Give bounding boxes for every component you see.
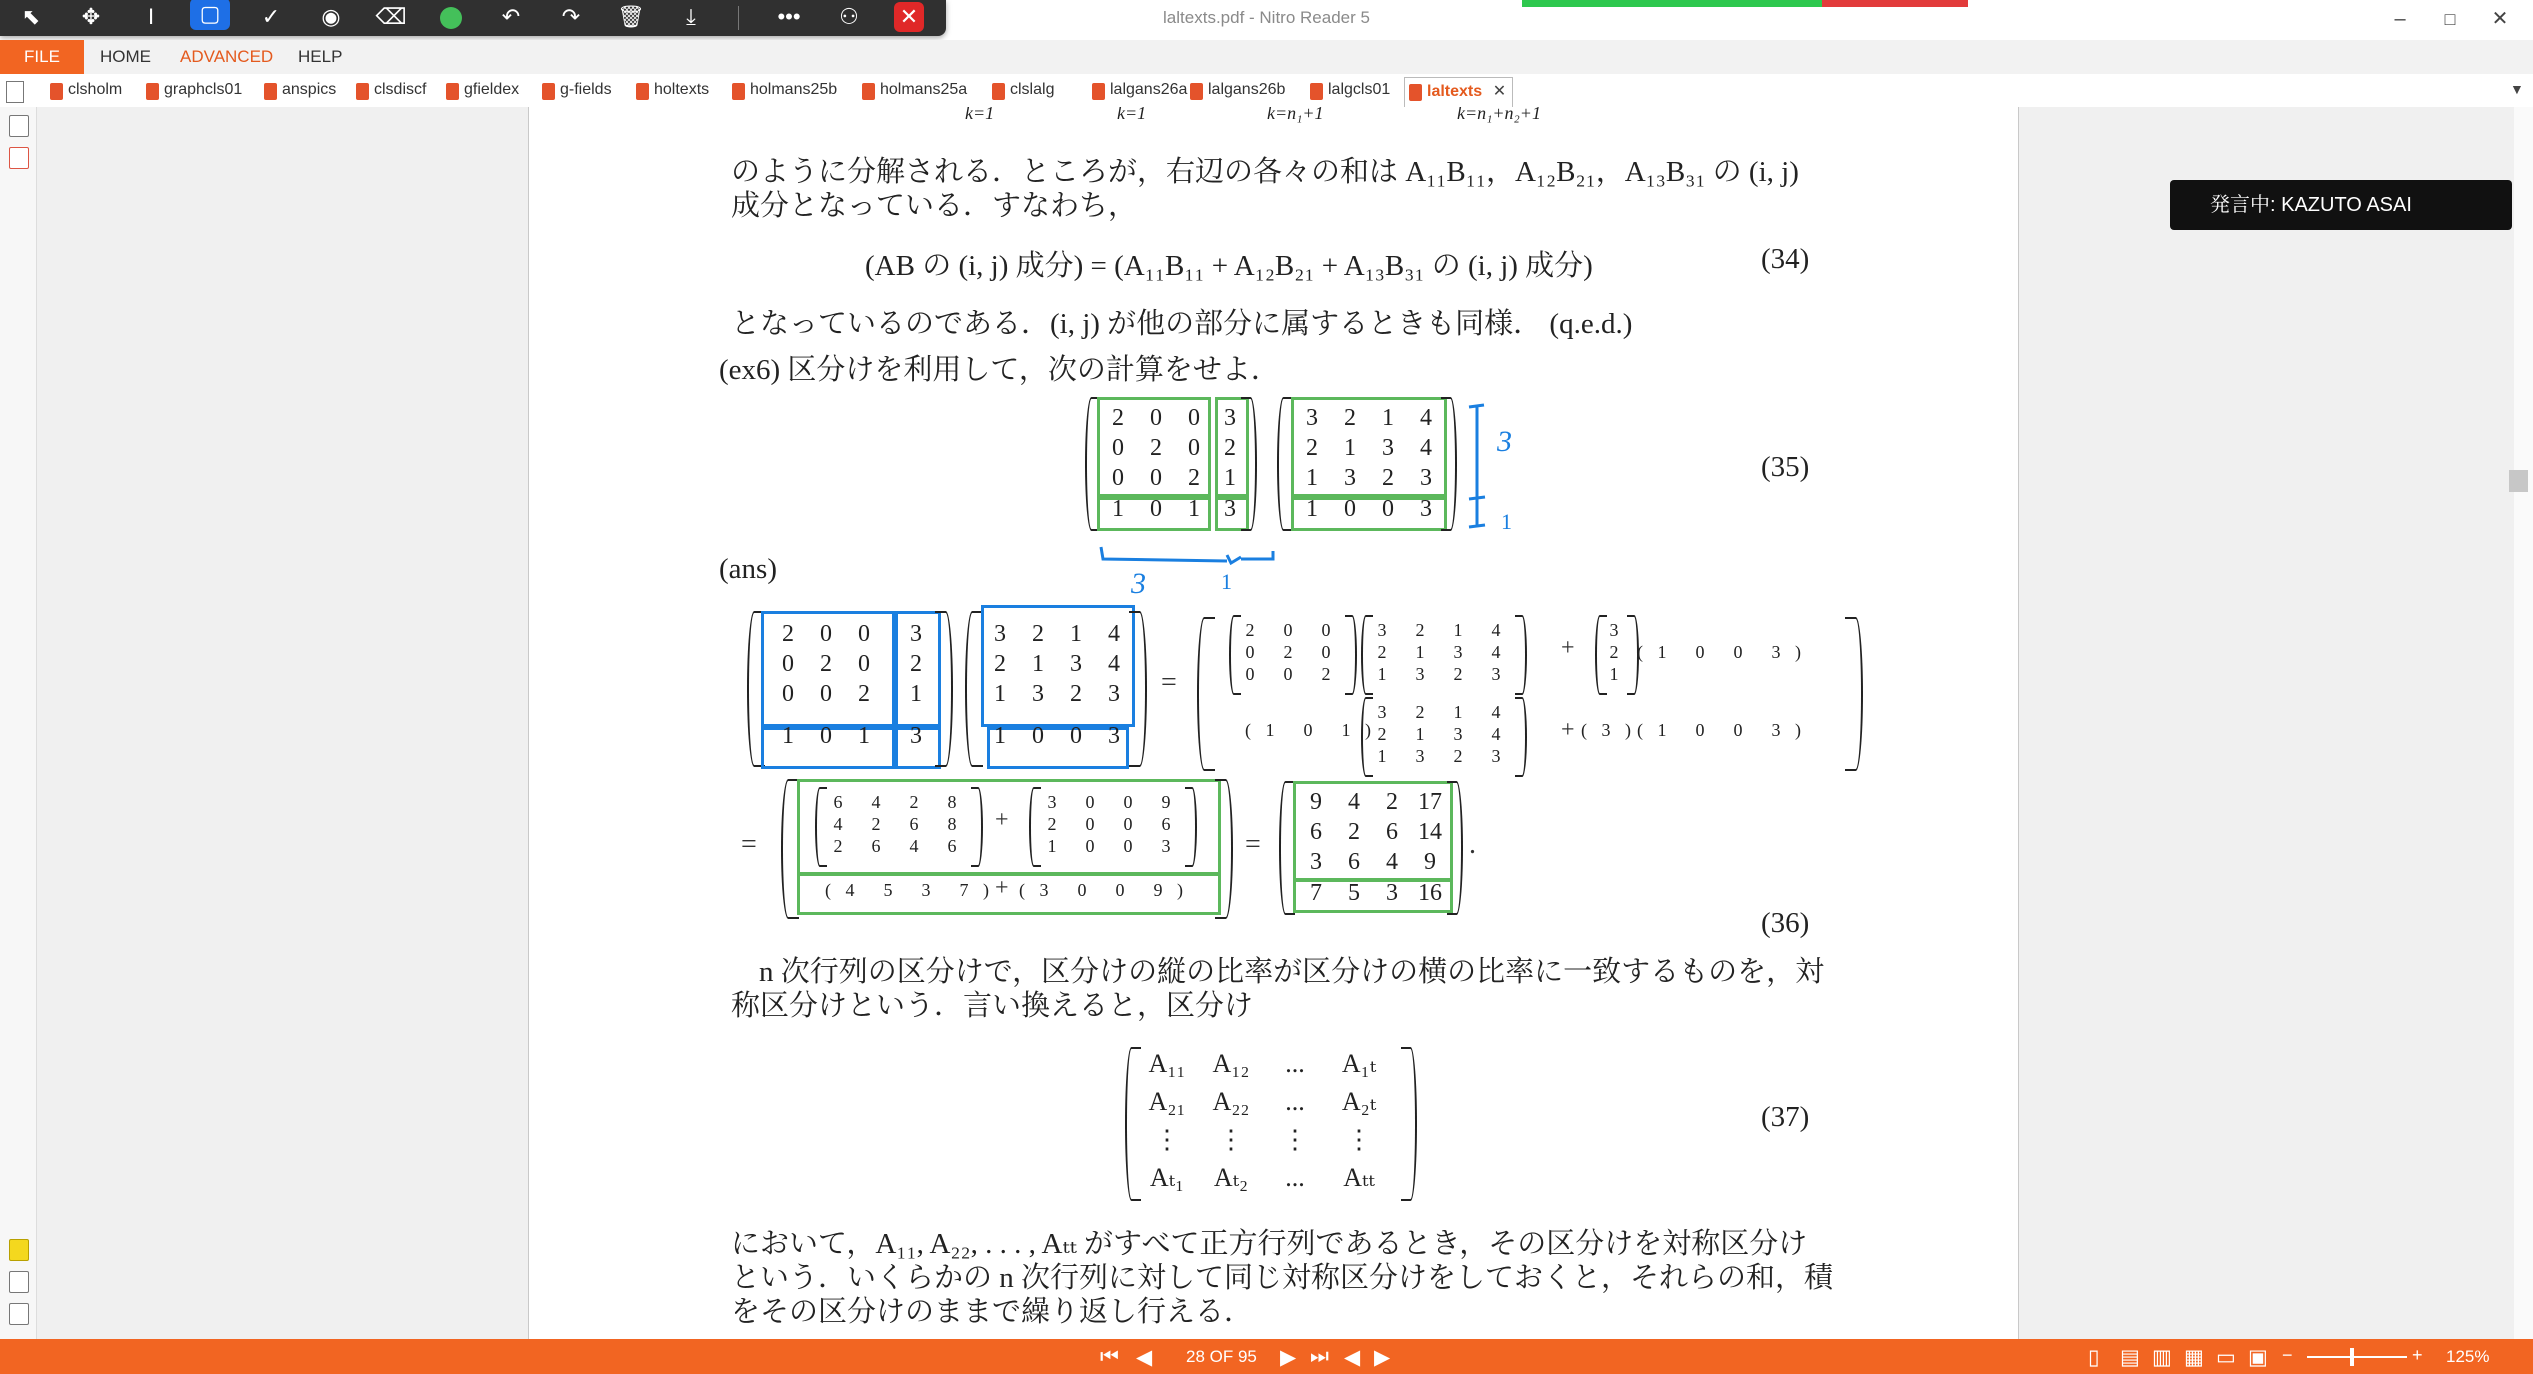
text-line: のように分解される．ところが，右辺の各々の和は A₁₁B₁₁，A₁₂B₂₁，A₁₃B₃₁ の (i, j)	[731, 156, 1799, 188]
pdf-icon	[446, 83, 459, 100]
pdf-icon	[1092, 83, 1105, 100]
doc-tab-label: clslalg	[1010, 81, 1055, 98]
matrix-small: 3 2 1 4 2 1 3 4 1 3 2 3	[1377, 702, 1501, 766]
page-thumbnail-icon[interactable]	[9, 115, 29, 137]
doc-tab[interactable]	[632, 81, 709, 105]
vertical-scrollbar[interactable]	[2514, 107, 2533, 1339]
doc-tab-label: anspics	[282, 81, 337, 98]
equation-number: (35)	[1761, 451, 1810, 483]
doc-tab-label: clsdiscf	[374, 81, 427, 98]
equals-sign: =	[1161, 667, 1177, 698]
comment-icon[interactable]	[9, 1239, 29, 1261]
grid-view-icon[interactable]: ▦	[2184, 1346, 2204, 1369]
continuous-view-icon[interactable]: ▤	[2120, 1346, 2140, 1369]
doc-tab-label: lalgans26b	[1208, 81, 1286, 98]
handwritten-mark: 1	[1501, 509, 1512, 534]
fit-width-icon[interactable]: ▣	[2248, 1346, 2268, 1369]
tab-file[interactable]: FILE	[0, 40, 84, 74]
text-line: 成分となっている．すなわち，	[731, 190, 1138, 222]
paren	[1197, 617, 1215, 771]
paren	[1129, 611, 1147, 767]
summation-index: k=1	[965, 107, 995, 123]
pdf-icon	[636, 83, 649, 100]
undo-icon[interactable]: ↶	[501, 4, 521, 29]
paren	[1515, 615, 1527, 695]
zoom-slider-knob[interactable]	[2350, 1348, 2354, 1366]
paren	[971, 787, 983, 867]
zoom-out-icon[interactable]: −	[2282, 1345, 2293, 1365]
left-panel	[0, 107, 37, 1339]
plus-sign: +	[995, 875, 1009, 901]
prev-page-icon[interactable]: ◀	[1136, 1346, 1153, 1369]
doc-tab-label: lalgans26a	[1110, 81, 1188, 98]
document-tabs	[0, 75, 2533, 108]
doc-tab[interactable]	[352, 81, 426, 105]
first-page-icon[interactable]: ⏮	[1100, 1345, 1119, 1368]
matrix-small: 3 2 1 4 2 1 3 4 1 3 2 3	[1377, 620, 1501, 684]
pdf-page	[528, 107, 2019, 1339]
download-icon[interactable]: ⤓	[686, 4, 696, 29]
doc-tab-label: g-fields	[560, 81, 612, 98]
equals-sign: =	[741, 829, 757, 860]
scrollbar-thumb[interactable]	[2509, 470, 2528, 492]
bookmark-icon[interactable]	[9, 147, 29, 169]
previous-view-icon[interactable]: ◀	[1344, 1346, 1361, 1369]
doc-tab[interactable]	[46, 81, 122, 105]
next-view-icon[interactable]: ▶	[1374, 1346, 1391, 1369]
two-page-view-icon[interactable]: ▥	[2152, 1346, 2172, 1369]
row-vector: ( 3 0 0 9 )	[1019, 880, 1183, 900]
plus-sign: +	[1561, 635, 1575, 661]
pdf-icon	[50, 83, 63, 100]
equals-sign: =	[1245, 829, 1261, 860]
matrix-b: 3 2 1 4 2 1 3 4 1 3 2 3 1 0 0 3	[1306, 405, 1432, 522]
doc-tab[interactable]	[728, 81, 837, 105]
eraser-icon[interactable]: ⌫	[375, 4, 407, 29]
ribbon-bar	[0, 40, 2533, 74]
close-tab-icon[interactable]: ✕	[1492, 83, 1507, 100]
annotation-toolbar	[0, 0, 946, 36]
doc-tab[interactable]	[260, 81, 336, 105]
row-vector: ( 4 5 3 7 )	[825, 880, 989, 900]
tab-overflow-icon[interactable]: ▼	[2510, 81, 2524, 97]
next-page-icon[interactable]: ▶	[1280, 1346, 1297, 1369]
zoom-in-icon[interactable]: +	[2412, 1345, 2423, 1365]
plus-sign: +	[995, 807, 1009, 833]
select-icon[interactable]: ⬉	[21, 4, 41, 29]
close-window-button[interactable]: ✕	[2491, 8, 2509, 30]
pdf-icon	[1310, 83, 1323, 100]
block-matrix: A₁₁ A₁₂ ... A₁ₜ A₂₁ A₂₂ ... A₂ₜ ⋮ ⋮ ⋮ ⋮ Aₜ₁ Aₜ₂ ... Aₜₜ	[1148, 1049, 1377, 1192]
doc-tab-label: clsholm	[68, 81, 123, 98]
summation-index: k=n₁+n₂+1	[1457, 107, 1541, 123]
summation-index: k=n₁+1	[1267, 107, 1324, 123]
window-title: laltexts.pdf - Nitro Reader 5	[1163, 8, 1370, 27]
handwritten-mark: 1	[1221, 569, 1232, 594]
text-line: という．いくらかの n 次行列に対して同じ対称区分けをしておくと，それらの和，積	[731, 1262, 1834, 1294]
doc-tab[interactable]	[538, 81, 612, 105]
share-icon[interactable]: ⚇	[839, 4, 859, 29]
move-icon[interactable]: ✥	[81, 4, 101, 29]
close-icon[interactable]: ✕	[894, 2, 924, 32]
output-icon[interactable]	[9, 1303, 29, 1325]
doc-tab[interactable]	[858, 81, 967, 105]
row-vector: ( 1 0 1 )	[1245, 720, 1371, 740]
color-icon[interactable]	[428, 0, 474, 34]
paren	[935, 611, 953, 767]
speaker-banner: 発言中: KAZUTO ASAI	[2170, 180, 2512, 230]
doc-tab[interactable]	[1088, 81, 1187, 105]
status-bar	[0, 1339, 2533, 1374]
doc-tab-label: gfieldex	[464, 81, 520, 98]
equation-number: (36)	[1761, 907, 1810, 939]
pdf-icon	[1190, 83, 1203, 100]
doc-tab-label: graphcls01	[164, 81, 243, 98]
period: .	[1469, 829, 1476, 860]
attachments-icon[interactable]	[9, 1271, 29, 1293]
check-icon[interactable]: ✓	[261, 4, 281, 29]
doc-tab-label: holmans25b	[750, 81, 838, 98]
single-page-view-icon[interactable]: ▯	[2088, 1346, 2100, 1369]
pdf-icon	[356, 83, 369, 100]
doc-tab-label: laltexts	[1427, 83, 1483, 100]
doc-tab[interactable]	[988, 81, 1054, 105]
doc-tab-label: holtexts	[654, 81, 710, 98]
text-cursor-icon[interactable]: I	[147, 4, 155, 29]
viewer-background	[37, 107, 528, 1339]
rectangle-icon[interactable]: ▢	[190, 0, 230, 30]
matrix-a-top-left: 2 0 0 0 2 0 0 0 2 1 0 1	[1112, 405, 1200, 522]
paren	[1401, 1047, 1417, 1201]
delete-icon[interactable]: 🗑	[617, 4, 645, 29]
summation-index: k=1	[1117, 107, 1147, 123]
tab-home[interactable]: HOME	[100, 47, 151, 66]
tab-advanced[interactable]: ADVANCED	[180, 47, 274, 66]
text-line: n 次行列の区分けで，区分けの縦の比率が区分けの横の比率に一致するものを，対	[759, 956, 1825, 988]
viewer-background	[2017, 107, 2514, 1339]
zoom-level[interactable]: 125%	[2446, 1347, 2490, 1366]
column-vector: 3 2 1	[1609, 620, 1619, 684]
stamp-icon[interactable]: ◉	[321, 4, 341, 29]
maximize-button[interactable]: □	[2444, 9, 2456, 29]
more-icon[interactable]: •••	[777, 4, 801, 29]
scalar: ( 3 )	[1581, 720, 1631, 740]
doc-tab[interactable]	[1186, 81, 1285, 105]
equation-34: (AB の (i, j) 成分) = (A₁₁B₁₁ + A₁₂B₂₁ + A₁₃B₃₁ の (i, j) 成分)	[865, 250, 1593, 282]
paren	[1447, 781, 1463, 915]
pdf-icon	[1409, 84, 1422, 101]
matrix-small: 2 0 0 0 2 0 0 0 2	[1245, 620, 1331, 684]
meeting-status-green	[1522, 0, 1822, 7]
row-vector: ( 1 0 0 3 )	[1637, 642, 1801, 662]
matrix-a-right-column: 3 2 1 3	[910, 621, 922, 749]
result-matrix: 9 4 2 17 6 2 6 14 3 6 4 9 7 5 3 16	[1310, 789, 1442, 906]
exercise-heading: (ex6) 区分けを利用して，次の計算をせよ．	[719, 354, 1280, 386]
text-line: 称区分けという．言い換えると，区分け	[731, 990, 1254, 1022]
paren	[1215, 779, 1233, 919]
pdf-icon	[732, 83, 745, 100]
matrix-a-top-left: 2 0 0 0 2 0 0 0 2 1 0 1	[782, 621, 870, 749]
paren	[1185, 787, 1197, 867]
meeting-status-red	[1822, 0, 1968, 7]
pdf-icon	[264, 83, 277, 100]
doc-tab[interactable]	[142, 81, 242, 105]
tab-help[interactable]: HELP	[298, 47, 343, 66]
handwritten-mark: 3	[1131, 567, 1146, 600]
doc-tab[interactable]	[442, 81, 519, 105]
toolbar-divider	[738, 6, 739, 30]
text-line: において，A₁₁, A₂₂, . . . , Aₜₜ がすべて正方行列であるとき，その区分けを対称区分け	[731, 1228, 1808, 1260]
text-line: となっているのである．(i, j) が他の部分に属するときも同様． (q.e.d.)	[731, 308, 1633, 340]
matrix-small: 6 4 2 8 4 2 6 8 2 6 4 6	[833, 792, 957, 856]
doc-tab[interactable]	[1306, 81, 1390, 105]
paren	[1345, 615, 1357, 695]
last-page-icon[interactable]: ⏭	[1310, 1345, 1329, 1368]
answer-label: (ans)	[719, 553, 777, 585]
matrix-b: 3 2 1 4 2 1 3 4 1 3 2 3 1 0 0 3	[994, 621, 1120, 749]
handwritten-mark: 3	[1497, 425, 1512, 458]
doc-list-icon[interactable]	[6, 81, 24, 103]
fit-page-icon[interactable]: ▭	[2216, 1346, 2236, 1369]
redo-icon[interactable]: ↷	[561, 4, 581, 29]
doc-tab-label: holmans25a	[880, 81, 968, 98]
matrix-small: 3 0 0 9 2 0 0 6 1 0 0 3	[1047, 792, 1171, 856]
pdf-icon	[992, 83, 1005, 100]
paren	[1845, 617, 1863, 771]
doc-tab-label: lalgcls01	[1328, 81, 1391, 98]
plus-sign: +	[1561, 717, 1575, 743]
minimize-button[interactable]: –	[2394, 8, 2406, 30]
pdf-icon	[146, 83, 159, 100]
paren	[1515, 697, 1527, 777]
doc-tab-active[interactable]	[1404, 77, 1513, 108]
zoom-slider[interactable]	[2307, 1356, 2407, 1358]
equation-number: (37)	[1761, 1101, 1810, 1133]
text-line: をその区分けのままで繰り返し行える．	[731, 1296, 1254, 1328]
row-vector: ( 1 0 0 3 )	[1637, 720, 1801, 740]
pdf-icon	[862, 83, 875, 100]
page-indicator[interactable]: 28 OF 95	[1186, 1347, 1257, 1366]
matrix-a-right-column: 3 2 1 3	[1224, 405, 1236, 522]
equation-number: (34)	[1761, 243, 1810, 275]
pdf-icon	[542, 83, 555, 100]
